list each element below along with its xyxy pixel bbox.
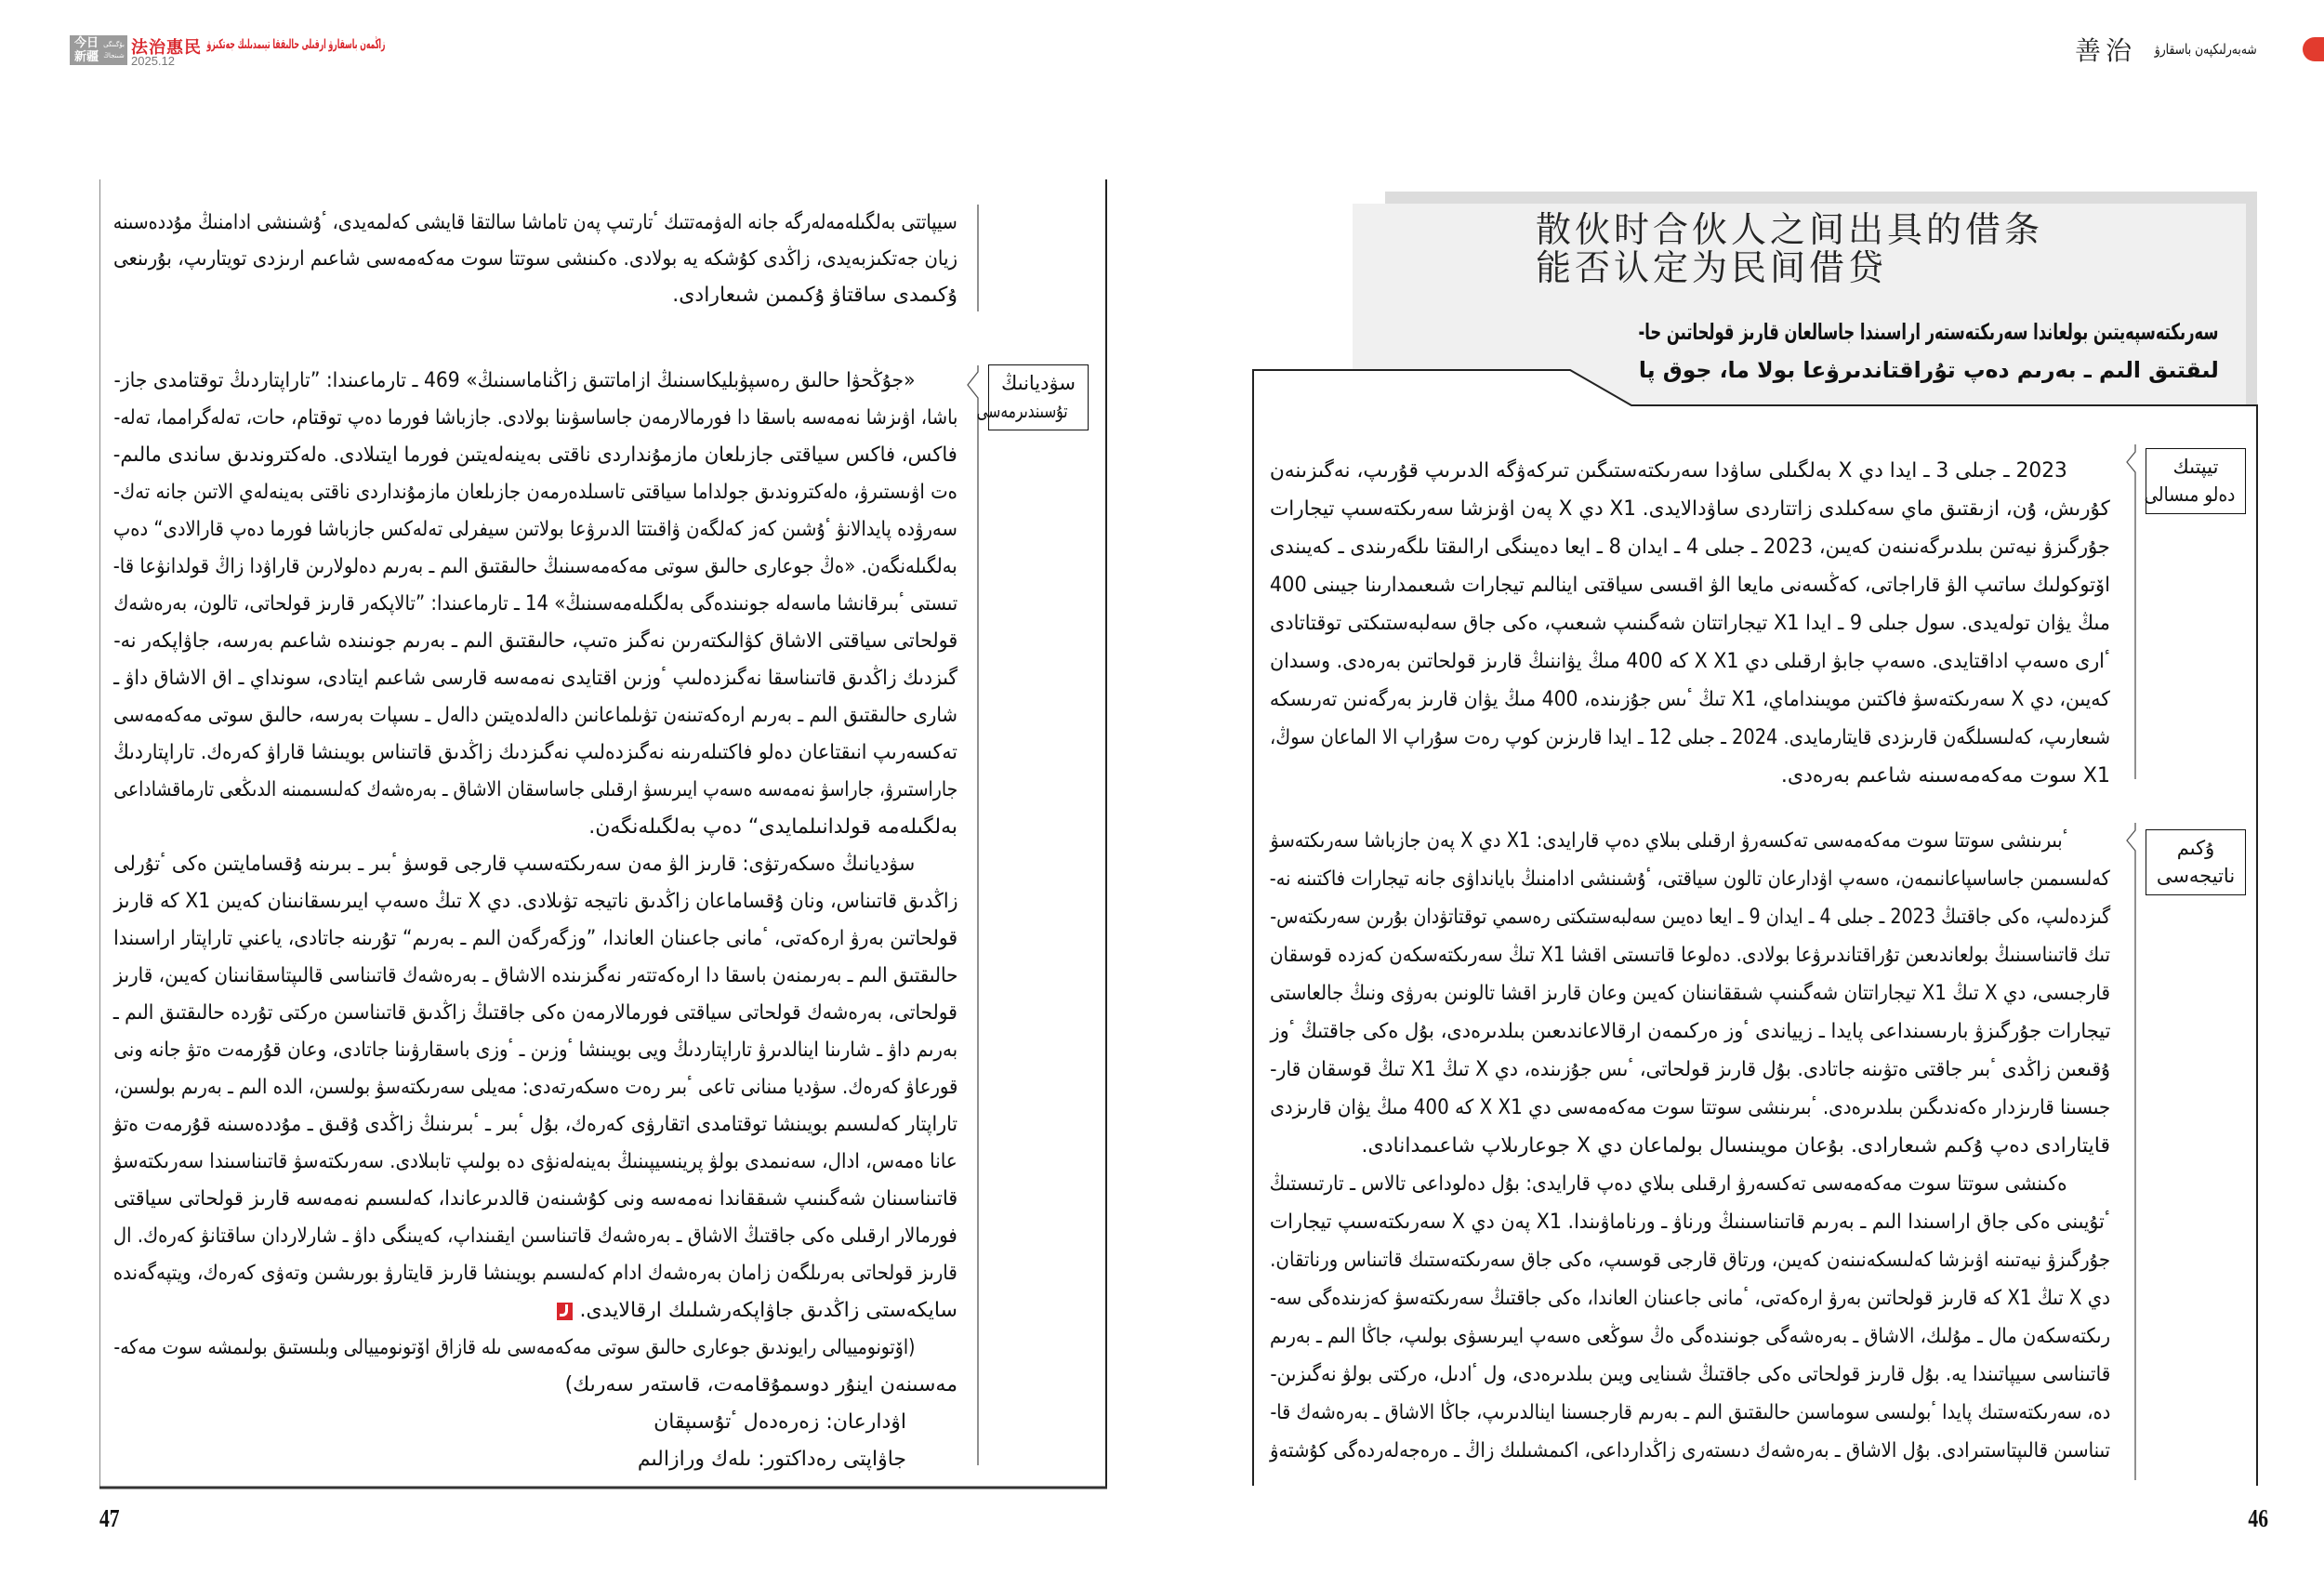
text-line <box>1270 490 2110 528</box>
label-text: دەلو مىسالى <box>2144 483 2236 506</box>
text-line <box>113 697 957 734</box>
text-line <box>113 995 957 1032</box>
text-line <box>1270 719 2110 757</box>
text-line <box>1270 1203 2110 1241</box>
text-line <box>1270 974 2110 1012</box>
chevron-case-example <box>2127 444 2135 779</box>
text-line <box>1270 1279 2110 1317</box>
text-line <box>113 1032 957 1069</box>
article-title-cn <box>1536 211 2043 287</box>
logo-cn-line: 今日 <box>73 36 99 50</box>
text-line-text: زيان جەتكىزبەيدى، زاڭدى كۇشكە يە بولادى. ەكىنشى سوتتا سوت مەكەمەسى شاعىم ارىزدى تويتارىپ، بۇرىنعى <box>112 247 957 271</box>
page-number: 46 <box>2248 1504 2268 1532</box>
label-text: ناتيجەسى <box>2156 865 2236 887</box>
text-line <box>1270 1051 2110 1089</box>
logo-kk-line: بۇگىنگى <box>103 41 125 48</box>
text-line <box>113 363 957 400</box>
text-line-text: جۇرگىزۋ نيەتىنە اۋىزشا كەلىسكەنىنەن كەيىن، ورتاق قارجى قوسىپ، ەكى جاق سەرىكتەستىك قاتىناس ورناتقان. <box>1269 1249 2110 1272</box>
text-line-text: تىناسىن قالىپتاستىرادى. بۇل الاشاق ـ بەرەشەك دىستەرى زاڭدارداعى، اكىمشىلىك زاڭ ـ ەرەجەلەردەگى كۇشتەۋ <box>1269 1439 2110 1462</box>
label-ruling <box>2146 829 2246 895</box>
text-line <box>113 846 957 883</box>
chevron-judge-explanation <box>968 365 978 1465</box>
text-line-text: بەلگىلەنگەن. «ەڭ جوعارى حالىق سوتى مەكەمەسىنىڭ حالىقتىق الىم ـ بەرىم دەلولارىن قاراۋدا زاڭ قولدانۋعا قا- <box>113 555 957 578</box>
article-end-icon <box>557 1303 573 1320</box>
text-line-text: قورعاۋ كەرەك. سۋديا مىنانى تاعى ٴبىر رەت ەسكەرتەدى: مەيلى سەرىكتەسۋ بولسىن، الدە الىم ـ بەرىم بولسىن، <box>112 1076 957 1099</box>
text-line-text: جاراستىرۋ، جاراسۋ نەمەسە ەسەپ ايىرىسۋ ارقىلى جاساسقان الاشاق ـ بەرەشەك كەلىسىمىنە الدىڭعى تارماقشاداعى <box>113 778 957 801</box>
text-line <box>1270 1394 2110 1432</box>
text-line-text: «جۇڭحۋا حالىق رەسپۋبليكاسىنىڭ ازاماتتىق زاڭناماسىنىڭ» 469 ـ تارماعىندا: ”تاراپتاردىڭ توقتامدى جاز- <box>113 369 915 392</box>
text-line <box>113 474 957 511</box>
text-line <box>113 511 957 549</box>
source-line-text: (اۆتونومييالى رايوندىق جوعارى حالىق سوتى مەكەمەسى ىلە قازاق اۆتونومييالى وبلىستىق بولىمشە سوت مەكە- <box>113 1336 915 1359</box>
text-line <box>1270 566 2110 604</box>
label-line <box>2150 834 2241 862</box>
text-line <box>113 586 957 623</box>
text-line-text: ٴتۇيىنى ەكى جاق اراسىندا الىم ـ بەرىم قاتىناسىنىڭ ورناۋ ـ ورناماۋىندا. X1 پەن دي X سەرىكتەسىپ تيجارات <box>1270 1211 2110 1234</box>
text-line <box>113 549 957 586</box>
translator-credit-text: اۋدارعان: زەرەدەل ٴتۇسىپقان <box>654 1410 906 1434</box>
text-line-text: ەكىنشى سوتتا سوت مەكەمەسى تەكسەرۋ ارقىلى بىلاي دەپ قارايدى: بۇل دەلوداعى تالاس ـ تارتىستىڭ <box>1269 1172 2067 1196</box>
text-line <box>1270 1089 2110 1127</box>
text-line-text: قاتىناسى سيپاتىندا يە. بۇل قارىز قولحاتى ەكى جاقتىڭ شىنايى ويىن بىلدىرەدى، ول ٴادىل، ەركتى بولۋ نەگىزىن- <box>1270 1363 2110 1386</box>
text-line <box>113 958 957 995</box>
text-line <box>113 920 957 958</box>
column-title-kk-line <box>206 35 385 54</box>
title-box-shadow-right <box>2246 192 2257 405</box>
text-line-text: قولحاتىن بەرۋ ارەكەتى، ٴمانى جاعىنان العاندا، ”وزگەرگەن الىم ـ بەرىم“ تۇرىنە جاتادى، ياعني تاراپتار اراسىندا <box>113 927 957 950</box>
text-line <box>1270 681 2110 719</box>
text-line <box>1270 642 2110 681</box>
text-line <box>113 277 957 313</box>
text-line-text: اۆتوكولىك ساتىپ الۋ قاراجاتى، كەڭسەنى مايعا الۋ اقىسى سياقتى اينالىم تيجارات شىعىمدارىنا جيىنى 400 <box>1269 574 2110 597</box>
text-line <box>1270 1127 2110 1165</box>
text-line-text: ۇكىمدى ساقتاۋ ۇكىمىن شىعارادى. <box>672 284 957 307</box>
issue-date: 2025.12 <box>131 54 175 68</box>
text-line-text: 2023 ـ جىلى 3 ـ ايدا دي X بەلگىلى ساۋدا سەرىكتەستىگىن تىركەۋگە الدىرىپ قۇرىپ، نەگىزىنەن <box>1270 459 2067 483</box>
ruling-continuation-paragraph <box>113 205 957 313</box>
editor-credit-text: جاۋاپتى رەداكتور: ىلەك ورازالىم <box>637 1448 906 1471</box>
text-line <box>113 1144 957 1181</box>
text-line-text: فورمالار ارقىلى ەكى جاقتىڭ الاشاق ـ بەرەشەك قاتىناسىن ايقىنداپ، كەيىنگى داۋ ـ شارلاردان ساقتانۋ كەرەك. ال <box>113 1224 957 1248</box>
ruling-paragraph <box>1270 822 2110 1470</box>
column-title-kk <box>206 35 385 54</box>
text-line-text: كۇرىش، ۇن، ازىقتىق ماي سەكىلدى زاتتاردى ساۋدالايدى. X1 دي X پەن اۋىزشا سەرىكتەسىپ تيجارات <box>1270 497 2110 521</box>
text-line <box>113 734 957 772</box>
text-line-text: تاراپتار كەلىسىم بويىنشا توقتامدى اتقارۋى كەرەك، بۇل ٴبىر ـ ٴبىرىنىڭ زاڭدى ۇقىق ـ مۇددەسىنە قۇرمەت ەتۋ <box>112 1113 957 1136</box>
text-line <box>1270 757 2110 795</box>
logo-cn-line: 新疆 <box>73 50 99 64</box>
chevron-ruling <box>2127 823 2135 1480</box>
text-line <box>1270 452 2110 490</box>
text-line <box>1270 1317 2110 1356</box>
text-line-text: ەت اۋىستىرۋ، ەلەكتروندىق جولداما سياقتى تاسىلدەرمەن جازىلعان مازمۇنداردى ناقتى بەينەلەي الاتىن جانە تەك- <box>112 481 957 504</box>
text-line-text: عانا ەمەس، ادال، سەنىمدى بولۋ پرينسيپىنىڭ بەينەلەنۋى دە بولىپ تابىلادى. سەرىكتەسۋ قاتىناسىندا سەرىكتەسۋ <box>113 1150 957 1173</box>
label-line <box>976 397 1084 425</box>
section-title-kk <box>2155 39 2257 60</box>
text-line-text: X1 سوت مەكەمەسىنە شاعىم بەرەدى. <box>1780 764 2110 787</box>
text-line <box>113 241 957 277</box>
text-line <box>113 660 957 697</box>
text-line-text: قاتىناسىنان شەگىنىپ شىققاندا نەمەسە ونى كۇشىنەن قالدىرعاندا، كەلىسىم نەمەسە قارىز قولحاتى سياقتى <box>113 1187 957 1211</box>
text-line <box>1270 822 2110 860</box>
text-line-text: تيجارات جۇرگىزۋ بارىسىنداعى پايدا ـ زيياندى ٴوز ەركىمەن ارقالاعاندىعىن بىلدىرەدى، بۇل ەكى جاقتىڭ ٴوز <box>1269 1020 2110 1043</box>
section-title-cn: 善治 <box>2075 35 2137 66</box>
text-line-text: فاكس، فاكس سياقتى جازىلعان مازمۇنداردى ناقتى بەينەلەيتىن فورما ايتىلادى. ەلەكتروندىق ساندى مالىم- <box>112 443 957 467</box>
text-line-text: سۋديانىڭ ەسكەرتۋى: قارىز الۋ مەن سەرىكتەسىپ قارجى قوسۋ ٴبىر ـ بىرىنە ۇقسامايتىن ەكى ٴتۇرلى <box>112 853 915 876</box>
text-line <box>113 205 957 241</box>
text-line <box>113 400 957 437</box>
logo-kk-line: شىنجاڭ <box>103 52 125 60</box>
text-line-text: زاڭدىق قاتىناس، ونان ۇقساماعان زاڭدىق ناتيجە تۋىلادى. دي X تىڭ ەسەپ ايىرىسقانىنان كەيىن X1 كە قارىز <box>112 890 957 913</box>
label-text: سۋديانىڭ <box>1001 372 1076 394</box>
text-line-text: قولحاتى، بەرەشەك قولحاتى سياقتى فورمالارمەن ەكى جاقتىڭ زاڭدىق قاتىناسىن ەركتى تۇردە حالىقتىق الىم ـ <box>113 1001 957 1025</box>
text-line <box>113 1218 957 1255</box>
text-line <box>113 437 957 474</box>
label-case-example <box>2146 448 2246 514</box>
section-title-kk-line <box>2155 39 2257 60</box>
text-line-text: سەرىكتەسپەيتىن بولعاندا سەرىكتەستەر اراسىندا جاسالعان قارىز قولحاتىن حا- <box>1638 319 2219 345</box>
case-example-paragraph <box>1270 452 2110 795</box>
title-box-shadow-top <box>1385 192 2257 204</box>
text-line <box>1270 1165 2110 1203</box>
article-title-cn-line: 散伙时合伙人之间出具的借条 <box>1536 209 2044 250</box>
text-line-text: حالىقتىق الىم ـ بەرىمنەن باسقا دا ارەكەتتەر نەگىزىندە الاشاق ـ بەرەشەك قاتىناسى قالىپتاسقانىنان كەيىن، قارىز <box>113 964 957 987</box>
text-line <box>1270 528 2110 566</box>
text-line <box>1270 898 2110 936</box>
column-title-kk-text: زاڭمەن باسقارۋ ارقىلى حالىققا تيىمدىلىك جەتكىزۋ <box>206 37 385 52</box>
text-line <box>1270 1241 2110 1279</box>
text-line <box>1270 1012 2110 1051</box>
text-line-text: ٴارى ەسەپ اداقتايدى. ەسەپ جابۋ ارقىلى دي X X1 كە 400 مىڭ يۋاننىڭ قارىز قولحاتىن بەرەدى. وسىدان <box>1270 650 2110 673</box>
text-line-text: سەرۋدە پايدالانۋ ٴۇشىن كەز كەلگەن ۋاقىتتا الدىرۋعا بولاتىن سيفرلى تەلەكس جازباشا فورما دەپ قارالادى“ دەپ <box>112 518 957 541</box>
text-line <box>113 623 957 660</box>
translator-credit <box>113 1404 957 1441</box>
text-line-text: لىقتىق الىم ـ بەرىم دەپ تۇراقتاندىرۋعا بولا ما، جوق پا <box>1638 357 2219 383</box>
article-title-kk <box>1639 313 2219 390</box>
text-line-text: رىكتەسكەن مال ـ مۇلىك، الاشاق ـ بەرەشەگى جونىندەگى ەڭ سوڭعى ەسەپ ايىرىسۋى بولىپ، جاڭا الىم ـ بەرىم <box>1269 1325 2110 1348</box>
source-line <box>113 1330 957 1367</box>
text-line-text: قولحاتى سياقتى الاشاق كۋالىكتەرىن نەگىز ەتىپ، حالىقتىق الىم ـ بەرىم جونىندە شاعىم بەرسە، جاۋاپكەر نە- <box>113 629 957 653</box>
text-line-text: سايكەستى زاڭدىق جاۋاپكەرشىلىك ارقالايدى. <box>579 1299 957 1322</box>
label-line <box>2150 862 2241 890</box>
red-tab-icon <box>2303 37 2324 61</box>
text-line-text: باشا، اۋىزشا نەمەسە باسقا دا فورمالارمەن جاساسۋىنا بولادى. جازباشا فورما دەپ توقتام، حات، تەلەگرامما، تەلە- <box>113 406 957 430</box>
text-line-text: قارىز قولحاتى بەرىلگەن زامان بەرەشەك ادام كەلىسىم بويىنشا قارىز قايتارۋ بورىشىن وتەۋى كەرەك، ويتپەگەندە <box>112 1262 957 1285</box>
source-line-text: مەسىنەن اينۇر دوسمۇقامەت، قاستەر سەرىك) <box>564 1373 957 1396</box>
label-judge-explanation <box>976 364 1089 430</box>
text-line-wrap <box>557 1292 957 1330</box>
column-title-cn: 法治惠民 <box>131 38 202 58</box>
label-text: ۇكىم <box>2176 837 2215 859</box>
page-number: 47 <box>99 1504 120 1532</box>
label-line <box>2150 453 2241 481</box>
text-line-text: جۇرگىزۋ نيەتىن بىلدىرگەنىنەن كەيىن، 2023 ـ جىلى 4 ـ ايدان 8 ـ ايعا دەيىنگى ارالىقتا ىلگەرىندى ـ كەيىندى <box>1270 536 2110 559</box>
text-line-text: شىعارىپ، كەلىسىلگەن قارىزدى قايتارمايدى. 2024 ـ جىلى 12 ـ ايدا قارىزىن كوپ رەت سۇراپ الا الماعان سوڭ، <box>1269 726 2110 749</box>
text-line <box>1270 1356 2110 1394</box>
text-line <box>113 883 957 920</box>
judge-explanation-text <box>113 363 957 1478</box>
text-line <box>113 809 957 846</box>
label-text: تيپتىك <box>2172 456 2219 478</box>
text-line-text: گىزدىك زاڭدىق قاتىناسقا نەگىزدەلىپ ٴوزىن اقتايدى نەمەسە قارسى شاعىم ايتادى، سونداي ـ اق الاشاق داۋ ـ <box>113 667 957 690</box>
text-line-text: كەيىن، دي X سەرىكتەسۋ فاكتىن مويىنداماي، X1 تىڭ ٴىس جۇزىندە، 400 مىڭ يۋان قارىز بەرگەنىن تەرىسكە <box>1269 688 2110 711</box>
text-line-text: گىزدەلىپ، ەكى جاقتىڭ 2023 ـ جىلى 4 ـ ايدان 9 ـ ايعا دەيىن سەلبەستىكتى رەسمي توقتاتۋدان بۇرىن سەرىكتەس- <box>1270 906 2110 929</box>
label-text: تۇسىندىرمەسى <box>976 400 1068 422</box>
section-title-kk-text: شەبەرلىكپەن باسقارۋ <box>2155 41 2257 58</box>
text-line-text: تىستى ٴبىرقانشا ماسەلە جونىندەگى بەلگىلەمەسىنىڭ» 14 ـ تارماعىندا: ”تالاپكەر قارىز قولحاتى، تالون، بەرەشەك <box>113 592 957 615</box>
text-line-text: دي X تىڭ X1 كە قارىز قولحاتىن بەرۋ ارەكەتى، ٴمانى جاعىنان العاندا، ەكى جاقتىڭ سەرىكتەسۋ كەزىندەگى سە- <box>1270 1287 2110 1310</box>
text-line <box>113 1292 957 1330</box>
text-line <box>113 1255 957 1292</box>
text-line-text: تىك قاتىناسىنىڭ بولعاندىعىن تۇراقتاندىرۋعا بولادى. دەلوعا قاتىستى اقشا X1 تىڭ سەرىكتەسكەن كەزدە قوسقان <box>1269 944 2110 967</box>
text-line-text: سيپاتتى بەلگىلەمەلەرگە جانە الەۋمەتتىك ٴتارتىپ پەن تاماشا سالتقا قايشى كەلمەيدى، ٴۇشىنشى ادامنىڭ مۇددەسىنە <box>112 211 957 234</box>
label-line <box>993 369 1084 397</box>
text-line-text: بەلگىلەمە قولدانىلمايدى“ دەپ بەلگىلەنگەن. <box>588 815 957 839</box>
label-line <box>2144 481 2241 509</box>
editor-credit <box>113 1441 957 1478</box>
text-line <box>1270 604 2110 642</box>
article-end-icon-glyph <box>560 1304 568 1317</box>
text-line-text: جىسىنا قارىزدار ەكەندىگىن بىلدىرەدى. ٴبىرىنشى سوتتا سوت مەكەمەسى دي X X1 كە 400 مىڭ يۋان قارىزدى <box>1270 1096 2110 1119</box>
text-line-text: مىڭ يۋان تولەيدى. سول جىلى 9 ـ ايدا X1 تيجاراتتان شەگىنىپ شىعىپ، ەكى جاق سەلبەستىكتى توقتاتادى <box>1270 612 2110 635</box>
text-line-text: ۇقىعىن زاڭدى ٴبىر جاقتى ەتۋىنە جاتادى. بۇل قارىز قولحاتى، ٴىس جۇزىندە، دي X تىڭ X1 تىڭ قوسقان قار- <box>1269 1058 2110 1081</box>
text-line <box>113 1106 957 1144</box>
text-line-text: كەلىسىمىن جاساسپاعانىمەن، ەسەپ اۋدارعان تالون سياقتى، ٴۇشىنشى ادامنىڭ بايانداۋى جانە تيجارات فاكتىنە نە- <box>1269 867 2110 891</box>
text-line <box>113 1069 957 1106</box>
text-line <box>1639 351 2219 390</box>
text-line <box>1270 1432 2110 1470</box>
text-line-text: دە، سەرىكتەستىك پايدا ٴبولىسى سوماسىن حالىقتىق الىم ـ بەرىم قارجىسىنا اينالدىرىپ، جاڭا الاشاق ـ بەرەشەك قا- <box>1270 1401 2110 1424</box>
text-line <box>1270 860 2110 898</box>
text-line-text: قارجىسى، دي X تىڭ X1 تيجاراتتان شەگىنىپ شىققانىنان كەيىن وعان قارىز اقشا تالونىن بەرۋى ونىڭ جالعاستى <box>1270 982 2110 1005</box>
text-line <box>113 1181 957 1218</box>
text-line <box>113 772 957 809</box>
text-line-text: ٴبىرىنشى سوتتا سوت مەكەمەسى تەكسەرۋ ارقىلى بىلاي دەپ قارايدى: X1 دي X پەن جازباشا سەرىكتەسۋ <box>1269 829 2067 853</box>
text-line-text: قايتارادى دەپ ۇكىم شىعارادى. بۇعان مويىنسال بولماعان دي X جوعارىلاپ شاعىمدانادى. <box>1361 1134 2110 1158</box>
text-line-text: شارى حالىقتىق الىم ـ بەرىم ارەكەتىنەن تۋىلماعانىن دالەلدەيتىن دالەل ـ ىسپات بەرسە، حالىق سوتى مەكەمەسى <box>113 704 957 727</box>
source-line <box>113 1367 957 1404</box>
text-line-text: تەكسەرىپ انىقتاعان دەلو فاكتىلەرىنە نەگىزدەلىپ نەگىزدىك زاڭدىق قاتىناس بويىنشا قاراۋ كەرەك. تاراپتاردىڭ <box>113 741 957 764</box>
text-line <box>1270 936 2110 974</box>
text-line-text: بەرىم داۋ ـ شارىنا اينالدىرۋ تاراپتاردىڭ ويى بويىنشا ٴوزىن ـ ٴوزى باسقارۋىنا جاتادى، وعان قۇرمەت ەتۋ جانە ونى <box>113 1039 957 1062</box>
text-line <box>1639 313 2219 351</box>
article-title-cn-line: 能否认定为民间借贷 <box>1536 247 1888 288</box>
